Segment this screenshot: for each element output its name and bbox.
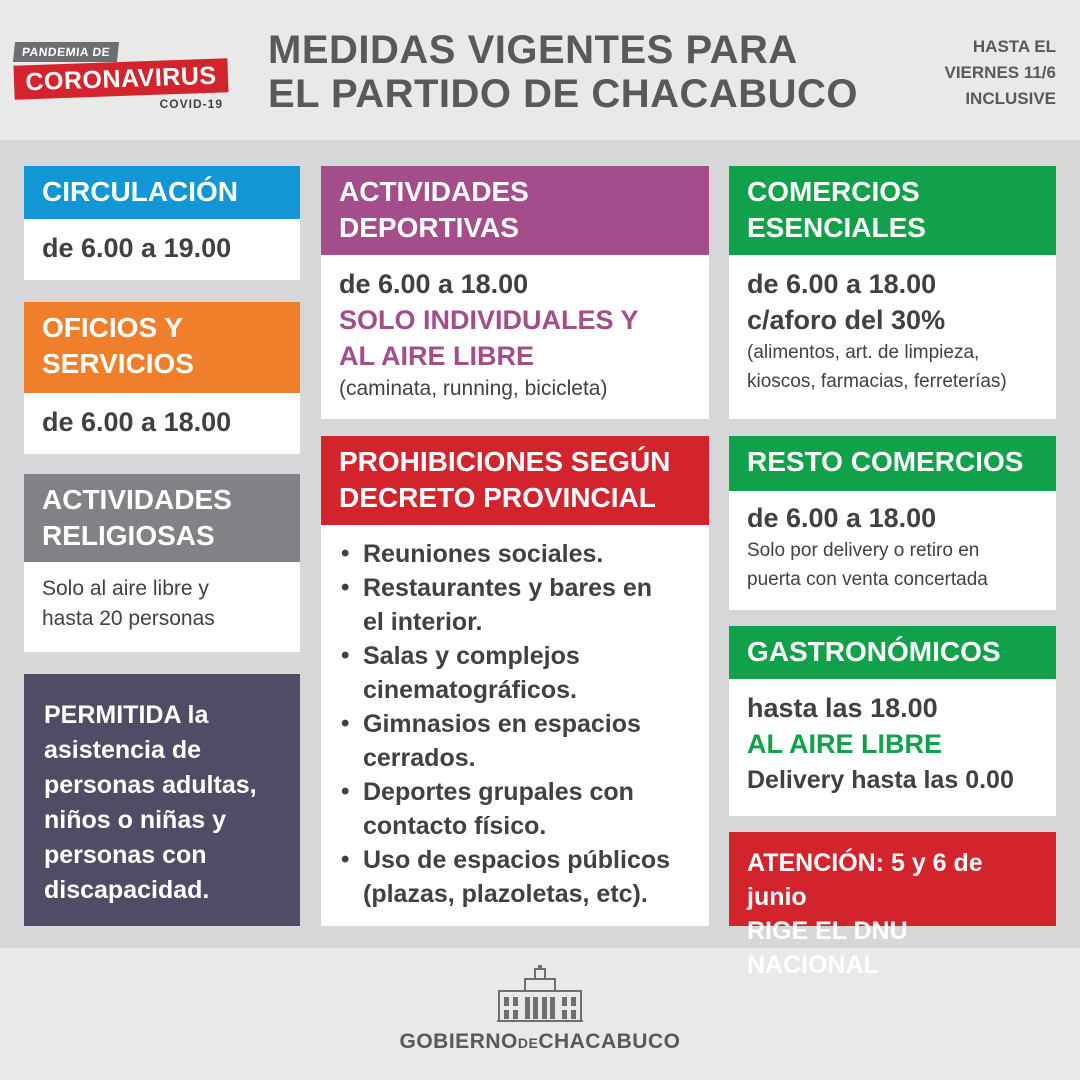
badge-main-label: CORONAVIRUS: [13, 58, 228, 99]
list-item-text: • Gimnasios en espacios: [363, 710, 641, 738]
card-esenciales-title: [729, 166, 1056, 255]
card-oficios-hours: de 6.00 a 18.00: [42, 407, 232, 437]
list-item: [339, 571, 691, 639]
list-item-text: • Restaurantes y bares en: [363, 574, 653, 602]
card-religiosas: [24, 474, 300, 652]
card-oficios: [24, 302, 300, 454]
prohibiciones-list: [339, 537, 691, 911]
card-esenciales-aforo: c/aforo del 30%: [747, 305, 946, 335]
list-item-text: el interior.: [363, 608, 483, 636]
list-item-text: Reuniones sociales.: [363, 540, 604, 568]
card-circulacion-title: CIRCULACIÓN: [24, 166, 300, 219]
atencion-line2: RIGE EL DNU NACIONAL: [747, 917, 908, 979]
card-resto: [729, 436, 1056, 610]
footer-logo: [0, 965, 1080, 1030]
footer-brand-de: DE: [517, 1035, 539, 1051]
card-deportivas-note: (caminata, running, bicicleta): [339, 377, 608, 400]
card-deportivas-title: [321, 166, 709, 255]
card-gastronomicos-hours: hasta las 18.00: [747, 693, 938, 723]
list-item-text: • Salas y complejos: [363, 642, 580, 670]
permitida-line4: niños o niñas y: [44, 806, 226, 834]
validity-note: [944, 34, 1056, 112]
permitida-lead: PERMITIDA: [44, 701, 181, 729]
permitida-line3: personas adultas,: [44, 771, 257, 799]
list-item-text: • Uso de espacios públicos: [363, 846, 671, 874]
footer-brand-a: GOBIERNO: [399, 1030, 518, 1053]
footer-brand: [0, 1030, 1080, 1054]
card-esenciales-hours: de 6.00 a 18.00: [747, 269, 937, 299]
validity-line1: HASTA EL: [972, 37, 1056, 56]
permitida-line5: personas con: [44, 841, 207, 869]
list-item-text: cinematográficos.: [363, 676, 577, 704]
list-item: [339, 537, 691, 571]
card-esenciales-note-line2: kioscos, farmacias, ferreterías): [747, 371, 1007, 392]
footer-brand-b: CHACABUCO: [538, 1030, 681, 1053]
card-resto-note-line1: Solo por delivery o retiro en: [747, 540, 980, 561]
permitida-line1-rest: la: [180, 701, 209, 729]
card-deportivas-title-line1: ACTIVIDADES: [339, 176, 529, 207]
validity-line3: INCLUSIVE: [965, 89, 1056, 108]
card-religiosas-title: [24, 474, 300, 562]
card-deportivas: [321, 166, 709, 419]
card-prohibiciones-title: [321, 436, 709, 525]
card-gastronomicos-delivery: Delivery hasta las 0.00: [747, 766, 1014, 794]
card-deportivas-title-line2: DEPORTIVAS: [339, 212, 519, 243]
card-esenciales-note-line1: (alimentos, art. de limpieza,: [747, 342, 980, 363]
card-gastronomicos: [729, 626, 1056, 816]
page-title-line1: MEDIDAS VIGENTES PARA: [268, 28, 798, 72]
card-prohibiciones-title-line1: PROHIBICIONES SEGÚN: [339, 446, 671, 477]
list-item-text: cerrados.: [363, 744, 476, 772]
list-item-text: contacto físico.: [363, 812, 547, 840]
card-deportivas-hours: de 6.00 a 18.00: [339, 269, 529, 299]
page-title-line2: EL PARTIDO DE CHACABUCO: [268, 72, 859, 116]
permitida-line6: discapacidad.: [44, 876, 210, 904]
validity-line2: VIERNES 11/6: [944, 63, 1056, 82]
card-circulacion: [24, 166, 300, 280]
list-item: [339, 639, 691, 707]
card-resto-title: RESTO COMERCIOS: [729, 436, 1056, 491]
permitida-line2: asistencia de: [44, 736, 202, 764]
card-gastronomicos-highlight: AL AIRE LIBRE: [747, 729, 943, 759]
card-circulacion-hours: de 6.00 a 19.00: [42, 233, 232, 263]
list-item-text: • Deportes grupales con: [363, 778, 634, 806]
card-resto-note-line2: puerta con venta concertada: [747, 569, 988, 590]
card-religiosas-title-line1: ACTIVIDADES: [42, 484, 232, 515]
card-gastronomicos-title: GASTRONÓMICOS: [729, 626, 1056, 679]
coronavirus-badge: [14, 42, 229, 112]
card-resto-hours: de 6.00 a 18.00: [747, 503, 937, 533]
list-item: [339, 775, 691, 843]
card-atencion: [729, 832, 1056, 979]
card-esenciales-title-line2: ESENCIALES: [747, 212, 926, 243]
badge-top-label: PANDEMIA DE: [13, 42, 119, 62]
badge-sub-label: COVID-19: [159, 97, 223, 111]
card-esenciales-title-line1: COMERCIOS: [747, 176, 920, 207]
building-icon: [495, 965, 585, 1025]
card-religiosas-text-line2: hasta 20 personas: [42, 607, 215, 630]
card-prohibiciones-title-line2: DECRETO PROVINCIAL: [339, 482, 656, 513]
atencion-line1: ATENCIÓN: 5 y 6 de junio: [747, 849, 983, 911]
list-item: [339, 707, 691, 775]
card-oficios-title-line2: SERVICIOS: [42, 348, 194, 379]
list-item-text: (plazas, plazoletas, etc).: [363, 880, 648, 908]
card-oficios-title: [24, 302, 300, 393]
card-oficios-title-line1: OFICIOS Y: [42, 312, 184, 343]
card-deportivas-highlight-line1: SOLO INDIVIDUALES Y: [339, 305, 639, 335]
card-prohibiciones: [321, 436, 709, 926]
card-deportivas-highlight-line2: AL AIRE LIBRE: [339, 341, 535, 371]
list-item: [339, 843, 691, 911]
card-religiosas-text-line1: Solo al aire libre y: [42, 577, 209, 600]
page-title: [268, 28, 858, 116]
card-esenciales: [729, 166, 1056, 419]
card-religiosas-title-line2: RELIGIOSAS: [42, 520, 215, 551]
card-permitida: [24, 674, 300, 926]
